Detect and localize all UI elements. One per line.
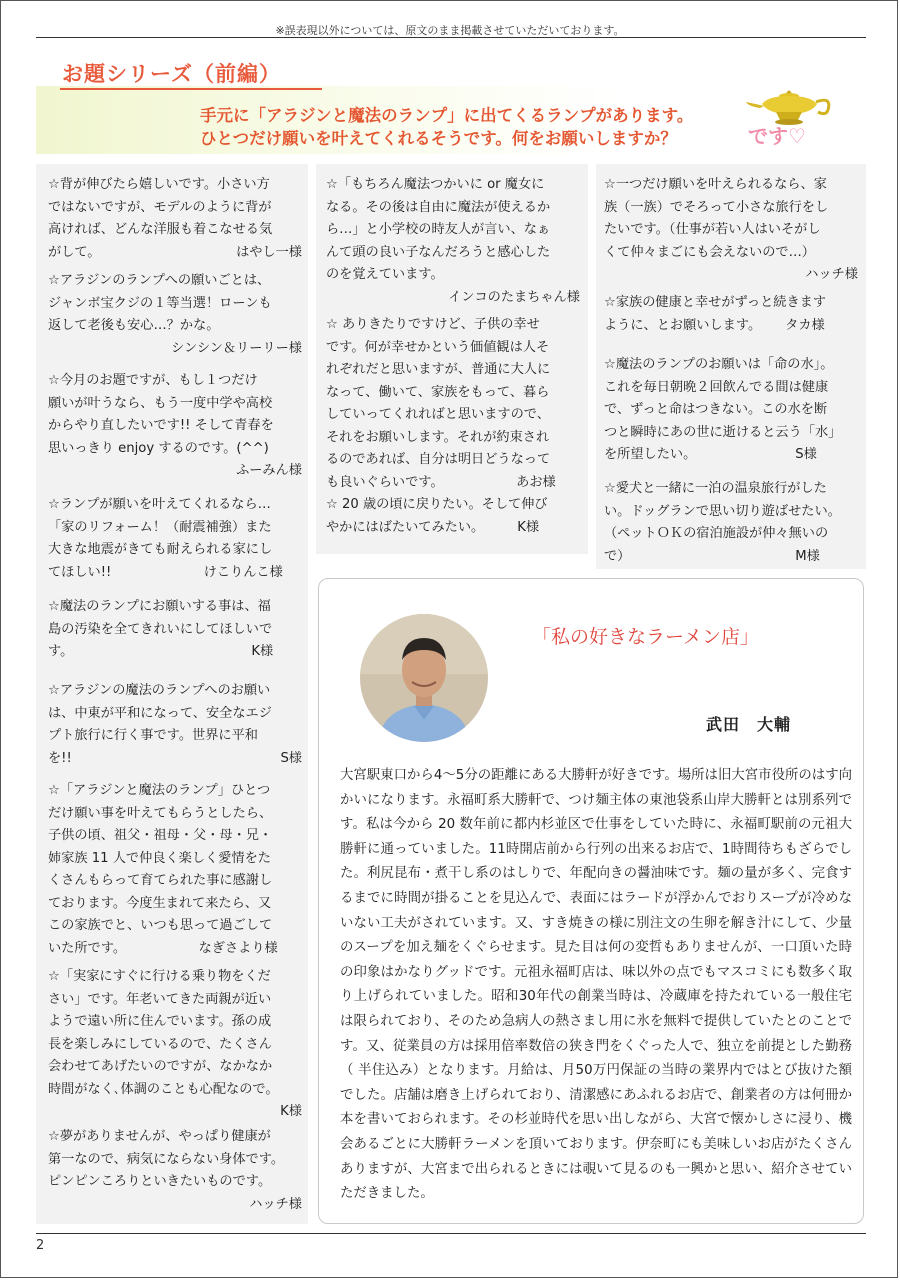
answer-entry bbox=[48, 174, 302, 264]
answer-signature: いた所です。 なぎさより様 bbox=[48, 940, 278, 956]
answer-text: ☆アラジンのランプへの願いごとは、 ジャンボ宝クジの１等当選！ローンも 返して老後も安心…？かな。 bbox=[48, 273, 272, 333]
footer-rule bbox=[36, 1233, 866, 1234]
series-title-underline bbox=[60, 88, 322, 90]
author-photo bbox=[360, 614, 488, 742]
answer-text: ☆ランプが願いを叶えてくれるなら… 「家のリフォーム！（耐震補強）また 大きな地震がきても耐えられる家にし bbox=[48, 497, 273, 557]
answer-signature: ふーみん様 bbox=[236, 463, 302, 478]
answer-text: ☆ ありきたりですけど、子供の幸せ です。何が幸せかという価値観は人そ れぞれだと思いますが、普通に大人に なって、働いて、家族をもって、暮ら していってくれればと思いますので、 それをお願いします。それが約束され るのであれば、自分は明日どうなって bbox=[326, 317, 551, 467]
answer-signature: ハッチ様 bbox=[805, 267, 858, 282]
answer-text: ☆「もちろん魔法つかいに or 魔女に なる。その後は自由に魔法が使えるか ら…」と小学校の時友人が言い、なぁ んて頭の良い子なんだろうと感心した のを覚えています。 bbox=[326, 177, 551, 282]
answer-text: ☆家族の健康と幸せがずっと続きます bbox=[604, 295, 827, 310]
answer-entry bbox=[48, 780, 302, 960]
answer-signature: シンシン＆リーリー様 bbox=[171, 340, 302, 356]
answer-text: ☆ 20 歳の頃に戻りたい。そして伸び bbox=[326, 497, 548, 512]
answer-text: ☆「実家にすぐに行ける乗り物をくだ さい」です。年老いてきた両親が近い ようで遠い所に住んでいます。孫の成 長を楽しみにしているので、たくさん 会わせてあげたいのですが、なかなか 時間がなく､体調のことも心配なので。 bbox=[48, 969, 279, 1097]
theme-line-2: ひとつだけ願いを叶えてくれるそうです。何をお願いしますか？ bbox=[200, 129, 677, 148]
answer-entry bbox=[48, 680, 302, 770]
answer-entry bbox=[326, 494, 580, 539]
article-author: 武田 大輔 bbox=[706, 715, 792, 734]
answer-text: ☆魔法のランプにお願いする事は、福 島の汚染を全てきれいにしてほしいで bbox=[48, 599, 273, 637]
answer-text: ☆背が伸びたら嬉しいです。小さい方 ではないですが、モデルのように背が 高ければ、どんな洋服も着こなせる気 がして。 bbox=[48, 177, 273, 260]
answer-signature: S様 bbox=[280, 750, 302, 766]
answer-entry bbox=[604, 174, 858, 287]
answer-text: ☆「アラジンと魔法のランプ」ひとつ だけ願い事を叶えてもらうとしたら、 子供の頃、祖父・祖母・父・母・兄・ 姉家族 11 人で仲良く楽しく愛情をた くさんもらって育てられた事に感謝し ております。今度生まれて来たら、又 この家族でと、いつも思って過ごして bbox=[48, 783, 273, 933]
answer-text: ☆愛犬と一緒に一泊の温泉旅行がした い。ドッグランで思い切り遊ばせたい。 （ペットＯＫの宿泊施設が仲々無いの bbox=[604, 481, 841, 541]
answer-entry bbox=[48, 596, 302, 664]
theme-line-1: 手元に「アラジンと魔法のランプ」に出てくるランプがあります。 bbox=[200, 106, 694, 125]
header-note: ※誤表現以外については、原文のまま掲載させていただいております。 bbox=[275, 24, 625, 37]
ramen-article-body: 大宮駅東口から4～5分の距離にある大勝軒が好きです。場所は旧大宮市役所のはす向かいになります。永福町系大勝軒で、つけ麺主体の東池袋系山岸大勝軒とは別系列です。私は今から 20 数年前に都内杉並区で仕事をしていた時に、永福町駅前の元祖大勝軒に通っていました。11時開店前から行列の出来るお店で、1時間待ちもざらでした。利尻昆布・煮干し系のはしりで、年配向きの醤油味です。麺の量が多く、完食するまでに時間が掛ることを見込んで、表面にはラードが浮かんでおりスープが冷めないない工夫がされています。又、すき焼きの様に別注文の生卵を解き汁にして、少量のスープを加え麺をくぐらせます。見た目は何の変哲もありませんが、一口頂いた時の印象はかなりグッドです。元祖永福町店は、味以外の点でもマスコミにも数多く取り上げられていました。昭和30年代の創業当時は、冷蔵庫を持たれている一般住宅は限られており、そのため急病人の熱さまし用に氷を無料で提供していたとのことです。又、従業員の方は採用倍率数倍の狭き門をくぐった人で、独立を前提とした勤務（ 半住込み）となります。月給は、月50万円保証の当時の業界内ではとび抜けた額でした。店舗は磨き上げられており、清潔感にあふれるお店で、創業者の方は何冊か本を書いておられます。その杉並時代を思い出しながら、大宮で懐かしさに浸り、機会あるごとに大勝軒ラーメンを頂いております。伊奈町にも美味しいお店がたくさんありますが、大宮まで出られるときには覗いて見るのも一興かと思い、紹介させていただきました。 bbox=[340, 768, 852, 1202]
answer-signature: ように、とお願いします。 タカ様 bbox=[604, 317, 825, 333]
answer-signature: K様 bbox=[280, 1104, 302, 1119]
answer-text: ☆夢がありませんが、やっぱり健康が 第一なので、病気にならない身体です。 ピンピンころりといきたいものです。 bbox=[48, 1129, 285, 1189]
answer-text: ☆一つだけ願いを叶えられるなら、家 族（一族）でそろって小さな旅行をし たいです。（仕事が若い人はいそがし くて仲々まごにも会えないので…） bbox=[604, 177, 829, 260]
answer-signature: を所望したい。 S様 bbox=[604, 447, 817, 462]
answer-signature: やかにはばたいてみたい。 K様 bbox=[326, 519, 540, 535]
answer-entry bbox=[48, 370, 302, 483]
answer-entry bbox=[604, 478, 858, 568]
answer-text: ☆アラジンの魔法のランプへのお願い は、中東が平和になって、安全なエジ プト旅行に行く事です。世界に平和 を!! bbox=[48, 683, 272, 766]
answer-signature: インコのたまちゃん様 bbox=[448, 289, 580, 305]
answer-signature: てほしい!! けこりんこ様 bbox=[48, 564, 283, 580]
answer-entry bbox=[48, 1126, 302, 1216]
answer-signature: で） M様 bbox=[604, 548, 820, 564]
answer-entry bbox=[604, 354, 858, 467]
answer-entry bbox=[326, 174, 580, 309]
answer-entry bbox=[48, 966, 302, 1124]
answer-entry bbox=[604, 292, 858, 337]
ramen-title: 「私の好きなラーメン店」 bbox=[532, 626, 760, 648]
answer-entry bbox=[48, 494, 302, 584]
page-number: 2 bbox=[36, 1238, 45, 1253]
answer-entry bbox=[48, 270, 302, 360]
series-title: お題シリーズ（前編） bbox=[62, 62, 281, 86]
theme-question bbox=[200, 104, 693, 150]
theme-suffix: です♡ bbox=[748, 124, 806, 148]
answer-text: ☆今月のお題ですが、もし１つだけ 願いが叶うなら、もう一度中学や高校 からやり直したいです!! そして青春を 思いっきり enjoy するのです。(^^) bbox=[48, 373, 274, 456]
answer-signature: はやし一様 bbox=[236, 244, 302, 260]
answer-entry bbox=[326, 314, 580, 494]
answer-signature: す。 K様 bbox=[48, 644, 274, 659]
answer-signature: も良いぐらいです。 あお様 bbox=[326, 474, 556, 490]
answer-signature: ハッチ様 bbox=[249, 1196, 302, 1212]
answer-text: ☆魔法のランプのお願いは「命の水」。 これを毎日朝晩２回飲んでる間は健康 で、ずっと命はつきない。この水を断 つと瞬時にあの世に逝けると云う「水」 bbox=[604, 357, 842, 440]
header-rule bbox=[36, 37, 866, 38]
